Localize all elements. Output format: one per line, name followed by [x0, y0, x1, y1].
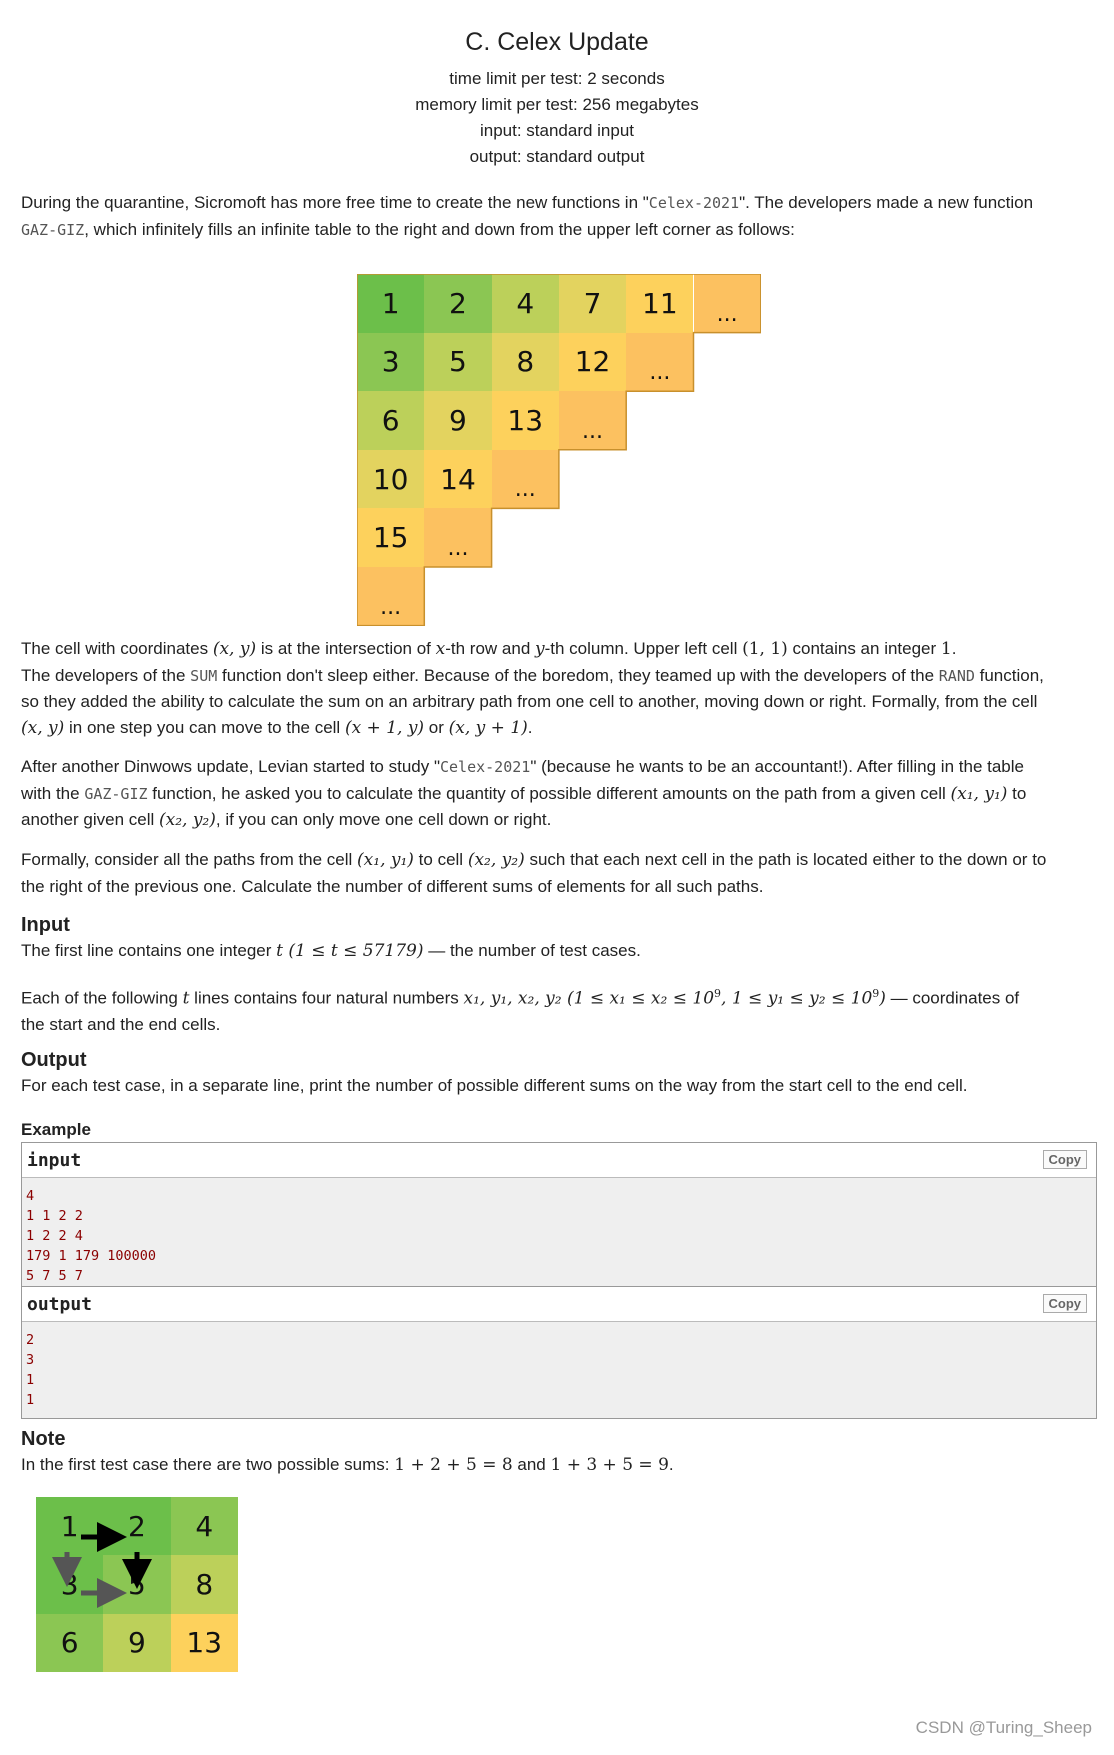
watermark: CSDN @Turing_Sheep	[915, 1718, 1092, 1737]
example-line: 1	[26, 1372, 35, 1388]
note-grid-cell: 3	[36, 1555, 103, 1613]
table-cell: ...	[357, 567, 424, 626]
example-input-label: input	[27, 1150, 82, 1171]
note-grid-cell: 5	[103, 1555, 170, 1613]
table-cell: 7	[559, 274, 626, 333]
example-line: 2	[26, 1332, 35, 1348]
table-cell: 3	[357, 333, 424, 392]
table-cell: ...	[492, 450, 559, 509]
problem-header	[0, 26, 1114, 170]
gaz-giz-table	[357, 274, 761, 626]
table-cell: 2	[424, 274, 491, 333]
example-input-content	[22, 1178, 1096, 1294]
example-line: 3	[26, 1352, 35, 1368]
memory-limit: memory limit per test: 256 megabytes	[415, 95, 699, 114]
input-section-line-1: The first line contains one integer t (1 ≤ t ≤ 57179) — the number of test cases.	[21, 941, 641, 961]
note-grid-cell: 13	[171, 1614, 238, 1672]
table-cell: 5	[424, 333, 491, 392]
statement-paragraph-4: After another Dinwows update, Levian started to study "Celex-2021" (because he wants to be an accountant!). After filling in the table with the GAZ-GIZ function, he asked you to calculate the quantity of possible different amounts on the path from a given cell (x₁, y₁) to another given cell (x₂, y₂), if you can only move one cell down or right.	[21, 757, 1027, 830]
input-file: input: standard input	[479, 121, 635, 140]
example-output-box	[21, 1286, 1097, 1419]
input-section-title: Input	[21, 914, 70, 936]
copy-output-button[interactable]: Copy	[1043, 1294, 1088, 1313]
table-cell: ...	[559, 391, 626, 450]
input-section-line-2: Each of the following t lines contains four natural numbers x₁, y₁, x₂, y₂ ($1 \le x_1 \le x_2 \le 10^9$, $1 \le y_1 \le y_2 \le 10^9$) — coordinates of the start and the end cells.	[21, 987, 1020, 1035]
note-title: Note	[21, 1428, 66, 1450]
output-file: output: standard output	[469, 147, 645, 166]
table-cell: 1	[357, 274, 424, 333]
table-cell: 13	[492, 391, 559, 450]
note-text: In the first test case there are two possible sums: 1 + 2 + 5 = 8 and 1 + 3 + 5 = 9.	[21, 1455, 674, 1475]
note-grid-cell: 2	[103, 1497, 170, 1555]
table-cell: ...	[424, 508, 491, 567]
example-output-label: output	[27, 1294, 93, 1315]
example-input-box	[21, 1142, 1097, 1295]
table-cell: 6	[357, 391, 424, 450]
table-cell: 4	[492, 274, 559, 333]
note-grid-cell: 9	[103, 1614, 170, 1672]
example-output-content	[22, 1322, 1096, 1418]
statement-paragraph-5: Formally, consider all the paths from the cell (x₁, y₁) to cell (x₂, y₂) such that each next cell in the path is located either to the down or to the right of the previous one. Calculate the number of different sums of elements for all such paths.	[21, 850, 1047, 896]
copy-input-button[interactable]: Copy	[1043, 1150, 1088, 1169]
example-line: 1 2 2 4	[26, 1228, 83, 1244]
statement-paragraph-1: During the quarantine, Sicromoft has more free time to create the new functions in "Celex-2021". The developers made a new function GAZ-GIZ, which infinitely fills an infinite table to the right and down from the upper left corner as follows:	[21, 193, 1034, 239]
table-cell: 9	[424, 391, 491, 450]
example-title: Example	[21, 1120, 91, 1139]
table-cell: 12	[559, 333, 626, 392]
note-path-illustration	[36, 1497, 238, 1672]
statement-paragraph-2: The cell with coordinates (x, y) is at the intersection of x-th row and y-th column. Upper left cell (1, 1) contains an integer 1. The developers of the SUM function don't sleep either. Because of the boredom, they teamed up with the developers of the RAND function, so they added the ability to calculate the sum on an arbitrary path from one cell to another, moving down or right. Formally, from the cell (x, y) in one step you can move to the cell (x + 1, y) or (x, y + 1).	[21, 639, 1044, 738]
table-cell: 11	[626, 274, 693, 333]
example-line: 1 1 2 2	[26, 1208, 83, 1224]
example-line: 179 1 179 100000	[26, 1248, 157, 1264]
example-line: 5 7 5 7	[26, 1268, 83, 1284]
note-grid-cell: 6	[36, 1614, 103, 1672]
table-cell: ...	[626, 333, 693, 392]
note-grid-cell: 8	[171, 1555, 238, 1613]
example-line: 1	[26, 1392, 35, 1408]
problem-title: C. Celex Update	[465, 28, 649, 56]
table-cell: 14	[424, 450, 491, 509]
note-grid-cell: 4	[171, 1497, 238, 1555]
table-cell: 8	[492, 333, 559, 392]
example-line: 4	[26, 1188, 35, 1204]
note-grid-cell: 1	[36, 1497, 103, 1555]
table-cell: ...	[694, 274, 761, 333]
path-arrows	[36, 1497, 238, 1672]
table-cell: 10	[357, 450, 424, 509]
table-cell: 15	[357, 508, 424, 567]
time-limit: time limit per test: 2 seconds	[449, 69, 665, 88]
output-section-text: For each test case, in a separate line, print the number of possible different sums on the way from the start cell to the end cell.	[21, 1076, 968, 1095]
output-section-title: Output	[21, 1049, 87, 1071]
